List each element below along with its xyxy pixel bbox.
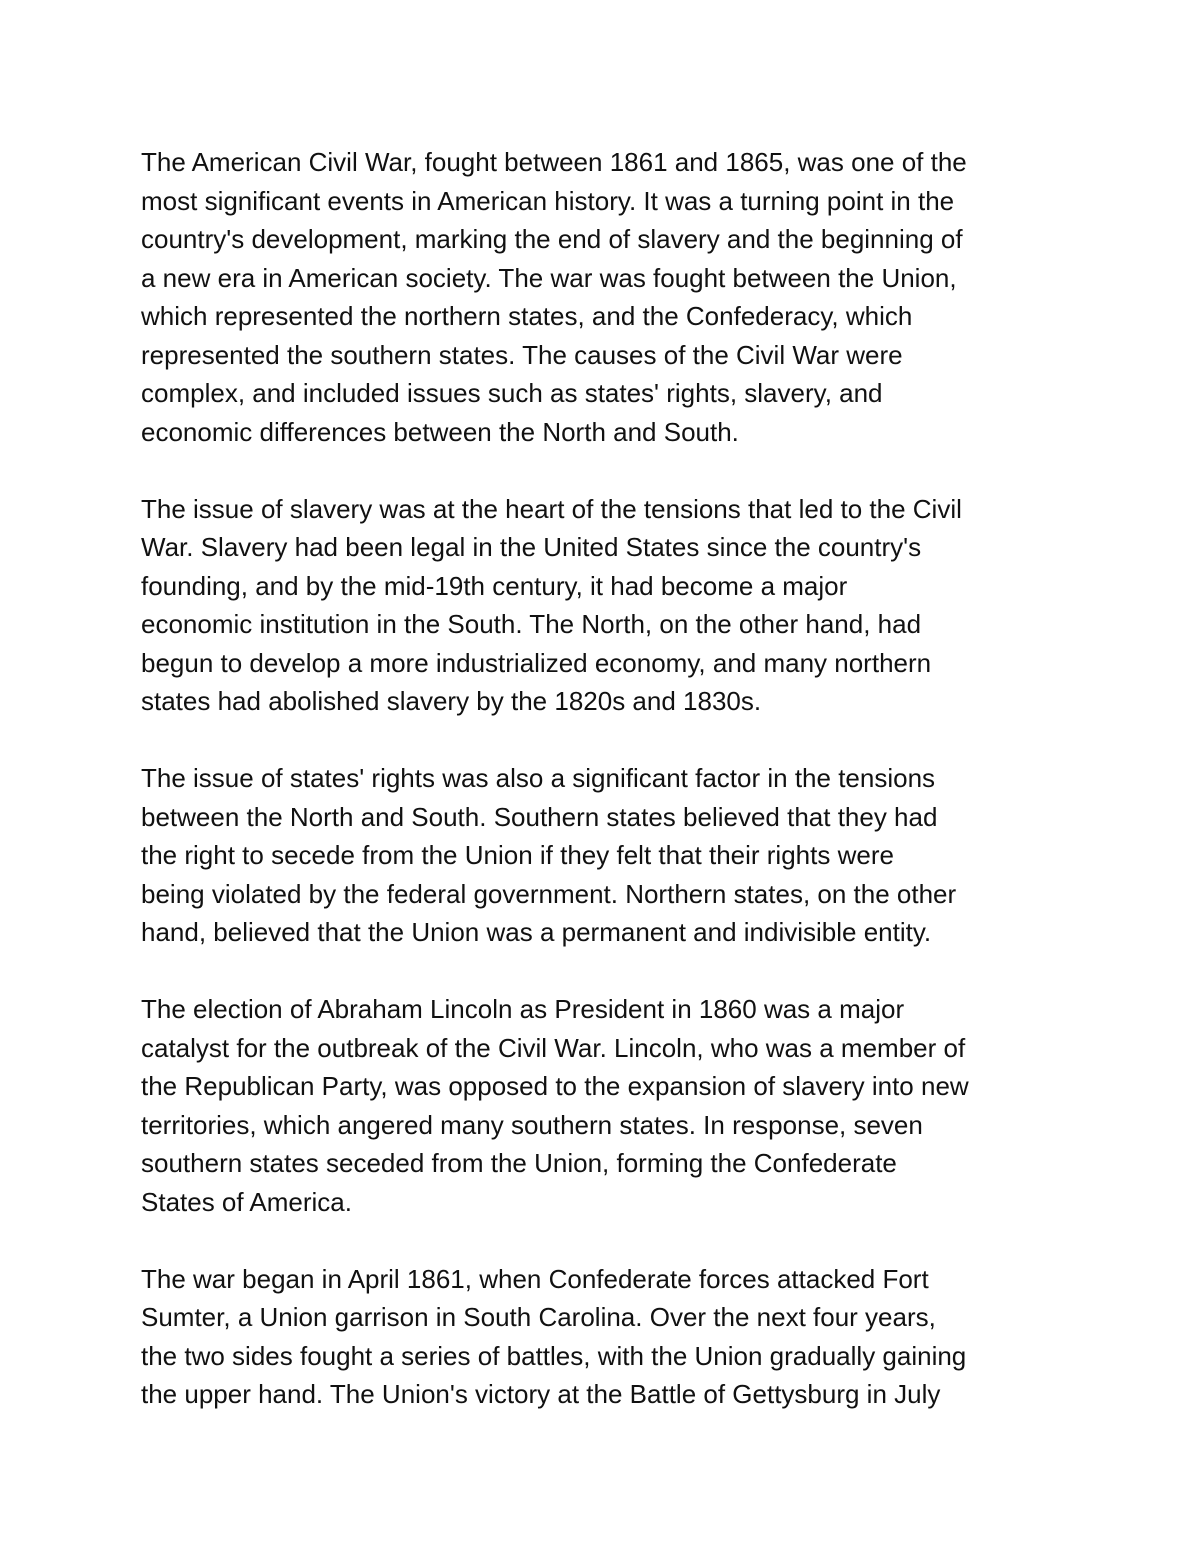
paragraph-4 xyxy=(141,990,1101,1221)
paragraph-3 xyxy=(141,759,1101,952)
text-line: country's development, marking the end of slavery and the beginning of xyxy=(141,224,963,254)
text-line: catalyst for the outbreak of the Civil War. Lincoln, who was a member of xyxy=(141,1032,966,1063)
text-line: hand, believed that the Union was a permanent and indivisible entity. xyxy=(141,917,932,947)
text-line: southern states seceded from the Union, forming the Confederate xyxy=(141,1148,897,1178)
text-line: a new era in American society. The war was fought between the Union, xyxy=(141,262,957,293)
text-line: War. Slavery had been legal in the United States since the country's xyxy=(141,532,922,562)
text-line: States of America. xyxy=(141,1186,352,1217)
text-line: states had abolished slavery by the 1820s and 1830s. xyxy=(141,686,762,716)
text-line: between the North and South. Southern states believed that they had xyxy=(141,801,938,832)
text-line: economic institution in the South. The North, on the other hand, had xyxy=(141,609,922,639)
text-line: economic differences between the North and South. xyxy=(141,416,739,447)
text-line: founding, and by the mid-19th century, it had become a major xyxy=(141,570,848,601)
text-line: The issue of slavery was at the heart of the tensions that led to the Civil xyxy=(141,493,962,524)
paragraph-2 xyxy=(141,490,1101,721)
text-line: the Republican Party, was opposed to the expansion of slavery into new xyxy=(141,1071,969,1101)
text-line: Sumter, a Union garrison in South Carolina. Over the next four years, xyxy=(141,1302,936,1332)
text-line: which represented the northern states, and the Confederacy, which xyxy=(141,301,913,331)
text-line: the right to secede from the Union if they felt that their rights were xyxy=(141,840,894,870)
text-line: most significant events in American history. It was a turning point in the xyxy=(141,185,955,216)
text-line: represented the southern states. The causes of the Civil War were xyxy=(141,339,903,370)
text-line: The American Civil War, fought between 1861 and 1865, was one of the xyxy=(141,147,967,177)
text-line: The issue of states' rights was also a significant factor in the tensions xyxy=(141,763,936,793)
text-line: being violated by the federal government. Northern states, on the other xyxy=(141,878,957,909)
text-line: the two sides fought a series of battles, with the Union gradually gaining xyxy=(141,1340,967,1371)
text-line: complex, and included issues such as states' rights, slavery, and xyxy=(141,378,883,408)
text-line: territories, which angered many southern states. In response, seven xyxy=(141,1109,923,1140)
text-line: The election of Abraham Lincoln as President in 1860 was a major xyxy=(141,994,905,1024)
document-body xyxy=(141,143,1101,1452)
paragraph-5 xyxy=(141,1260,1101,1414)
text-line: begun to develop a more industrialized economy, and many northern xyxy=(141,647,932,678)
text-line: the upper hand. The Union's victory at the Battle of Gettysburg in July xyxy=(141,1379,941,1409)
paragraph-1 xyxy=(141,143,1101,451)
text-line: The war began in April 1861, when Confederate forces attacked Fort xyxy=(141,1263,929,1294)
